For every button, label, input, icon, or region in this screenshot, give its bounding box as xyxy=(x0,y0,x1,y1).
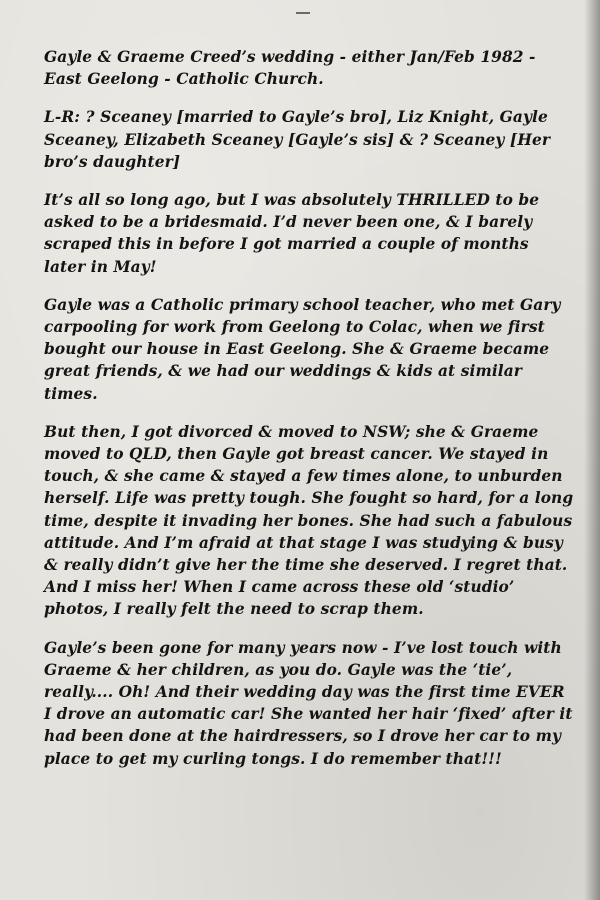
text-line: bro’s daughter] xyxy=(44,152,181,171)
text-line: asked to be a bridesmaid. I’d never been one, & I barely xyxy=(44,213,533,232)
text-line: Gayle & Graeme Creed’s wedding - either Jan/Feb 1982 - xyxy=(44,48,536,66)
paragraph-gayle-teacher xyxy=(44,294,600,405)
text-line: It’s all so long ago, but I was absolutely THRILLED to be xyxy=(44,191,540,210)
text-line: attitude. And I’m afraid at that stage I was studying & busy xyxy=(44,533,563,552)
text-line: times. xyxy=(44,384,98,403)
text-line: I drove an automatic car! She wanted her hair ‘fixed’ after it xyxy=(44,705,573,724)
text-line: But then, I got divorced & moved to NSW; she & Graeme xyxy=(44,422,539,441)
paragraph-bridesmaid xyxy=(44,189,600,278)
text-line: Gayle’s been gone for many years now - I’ve lost touch with xyxy=(44,638,562,657)
text-line: place to get my curling tongs. I do remember that!!! xyxy=(44,749,502,768)
text-line: touch, & she came & stayed a few times alone, to unburden xyxy=(44,467,563,486)
text-line: really.... Oh! And their wedding day was the first time EVER xyxy=(44,683,565,702)
text-line: Graeme & her children, as you do. Gayle was the ‘tie’, xyxy=(44,660,513,679)
text-line: L-R: ? Sceaney [married to Gayle’s bro], Liz Knight, Gayle xyxy=(44,108,548,127)
paragraph-memories xyxy=(44,637,600,770)
text-line: And I miss her! When I came across these old ‘studio’ xyxy=(44,578,515,597)
text-line: East Geelong - Catholic Church. xyxy=(44,70,324,89)
paragraph-divorce-cancer xyxy=(44,421,600,621)
text-line: scraped this in before I got married a couple of months xyxy=(44,235,529,254)
text-line: moved to QLD, then Gayle got breast cancer. We stayed in xyxy=(44,445,549,464)
text-line: had been done at the hairdressers, so I drove her car to my xyxy=(44,727,562,746)
journaling-text xyxy=(44,46,600,786)
text-line: Gayle was a Catholic primary school teacher, who met Gary xyxy=(44,295,561,314)
text-line: herself. Life was pretty tough. She fought so hard, for a long xyxy=(44,489,574,508)
text-line: later in May! xyxy=(44,257,157,276)
text-line: & really didn’t give her the time she deserved. I regret that. xyxy=(44,556,568,575)
text-line: great friends, & we had our weddings & kids at similar xyxy=(44,362,523,381)
text-line: Sceaney, Elizabeth Sceaney [Gayle’s sis] & ? Sceaney [Her xyxy=(44,130,551,149)
paragraph-wedding-info xyxy=(44,46,600,90)
text-line: time, despite it invading her bones. She had such a fabulous xyxy=(44,511,573,530)
text-line: carpooling for work from Geelong to Colac, when we first xyxy=(44,318,545,337)
paragraph-left-to-right xyxy=(44,106,600,173)
text-line: photos, I really felt the need to scrap them. xyxy=(44,600,424,619)
top-mark xyxy=(296,12,310,14)
text-line: bought our house in East Geelong. She & Graeme became xyxy=(44,340,550,359)
